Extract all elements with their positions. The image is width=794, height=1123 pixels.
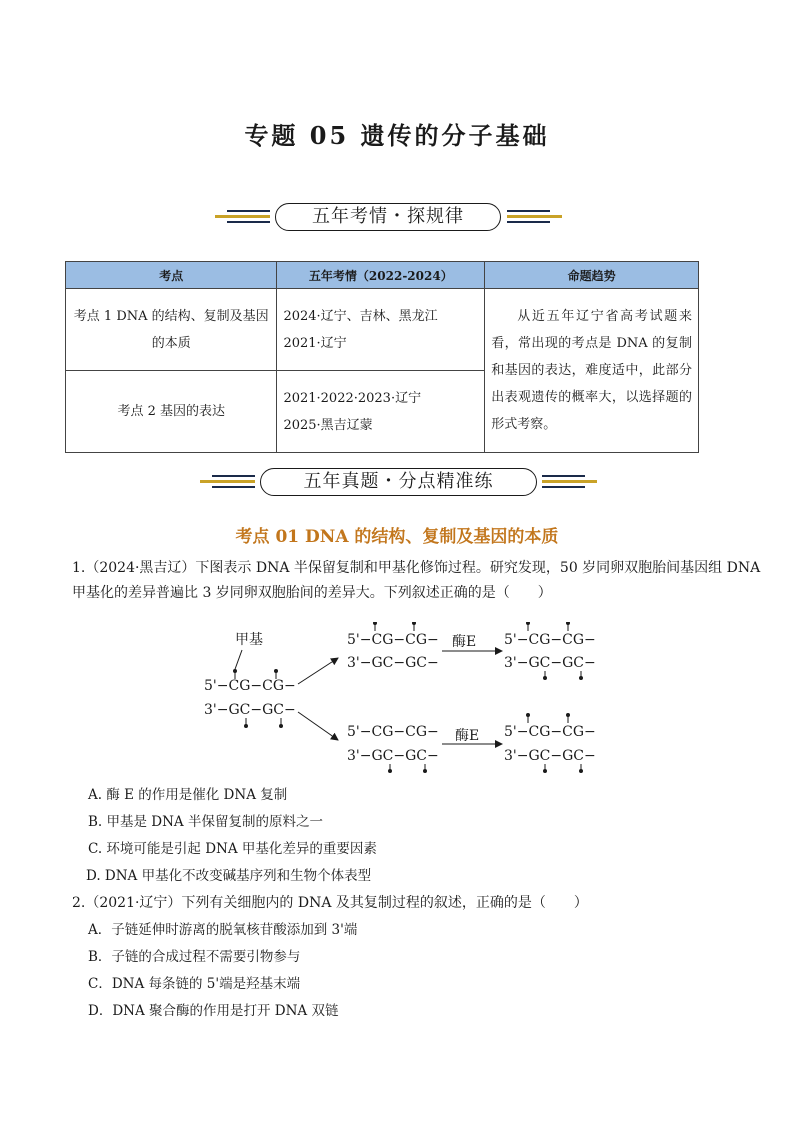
strand-5: 5'−CG−CG− <box>504 724 596 740</box>
strand-3: 3'−GC−GC− <box>504 655 596 671</box>
topic-cell: 考点 1 DNA 的结构、复制及基因的本质 <box>66 289 277 371</box>
strand-3: 3'−GC−GC− <box>504 748 596 764</box>
option-a[interactable]: A. 酶 E 的作用是催化 DNA 复制 <box>88 787 288 803</box>
enzyme-label: 酶E <box>452 634 477 650</box>
strand-5: 5'−CG−CG− <box>347 632 439 648</box>
option-c[interactable]: C. 环境可能是引起 DNA 甲基化差异的重要因素 <box>88 841 377 857</box>
arrow-down <box>298 712 338 740</box>
option-a[interactable]: A．子链延伸时游离的脱氧核苷酸添加到 3'端 <box>88 922 358 938</box>
strand-5: 5'−CG−CG− <box>504 632 596 648</box>
page-title: 专题 05 遗传的分子基础 <box>244 121 550 150</box>
section-banner-practice <box>0 468 794 496</box>
header-trend: 命题趋势 <box>485 262 699 289</box>
trend-cell: 从近五年辽宁省高考试题来看，常出现的考点是 DNA 的复制和基因的表达，难度适中，此部分出表观遗传的概率大，以选择题的形式考察。 <box>485 289 699 453</box>
methyl-pointer <box>234 650 242 672</box>
section-heading: 考点 01 DNA 的结构、复制及基因的本质 <box>235 527 559 547</box>
dna-methylation-diagram <box>190 622 610 778</box>
topic-cell: 考点 2 基因的表达 <box>66 371 277 453</box>
banner-right-lines <box>507 203 562 231</box>
question-1-stem: 1.（2024·黑吉辽）下图表示 DNA 半保留复制和甲基化修饰过程。研究发现，50 岁同卵双胞胎间基因组 DNA <box>72 560 761 576</box>
exam-entry: 2021·2022·2023·辽宁 <box>283 390 422 406</box>
option-c[interactable]: C．DNA 每条链的 5'端是羟基末端 <box>88 976 301 992</box>
exam-entry: 2024·辽宁、吉林、黑龙江 <box>283 308 438 324</box>
exam-summary-table <box>65 261 699 453</box>
strand-3: 3'−GC−GC− <box>204 702 296 718</box>
exams-cell <box>277 371 485 453</box>
banner-right-lines <box>542 468 597 496</box>
strand-5: 5'−CG−CG− <box>204 678 296 694</box>
banner-title: 五年真题・分点精准练 <box>260 468 537 496</box>
methyl-label: 甲基 <box>235 632 263 648</box>
option-b[interactable]: B. 甲基是 DNA 半保留复制的原料之一 <box>88 814 323 830</box>
section-banner-trends <box>0 203 794 231</box>
header-topic: 考点 <box>66 262 277 289</box>
banner-left-lines <box>215 203 270 231</box>
question-1-stem-cont: 甲基化的差异普遍比 3 岁同卵双胞胎间的差异大。下列叙述正确的是（ ） <box>72 585 552 601</box>
strand-3: 3'−GC−GC− <box>347 655 439 671</box>
banner-title: 五年考情・探规律 <box>275 203 501 231</box>
parent-dna <box>204 669 296 728</box>
enzyme-label: 酶E <box>455 728 480 744</box>
exam-entry: 2025·黑吉辽蒙 <box>283 417 373 433</box>
daughter-dna-top <box>347 622 596 680</box>
option-b[interactable]: B．子链的合成过程不需要引物参与 <box>88 949 301 965</box>
table-row <box>66 289 699 371</box>
question-2-stem: 2.（2021·辽宁）下列有关细胞内的 DNA 及其复制过程的叙述，正确的是（ ） <box>72 895 588 911</box>
banner-left-lines <box>200 468 255 496</box>
option-d[interactable]: D. DNA 甲基化不改变碱基序列和生物个体表型 <box>86 868 372 884</box>
option-d[interactable]: D．DNA 聚合酶的作用是打开 DNA 双链 <box>88 1003 339 1019</box>
exam-entry: 2021·辽宁 <box>283 335 347 351</box>
daughter-dna-bottom <box>347 713 596 773</box>
strand-3: 3'−GC−GC− <box>347 748 439 764</box>
strand-5: 5'−CG−CG− <box>347 724 439 740</box>
table-header-row <box>66 262 699 289</box>
exams-cell <box>277 289 485 371</box>
header-exams: 五年考情（2022-2024） <box>277 262 485 289</box>
arrow-up <box>298 658 338 684</box>
